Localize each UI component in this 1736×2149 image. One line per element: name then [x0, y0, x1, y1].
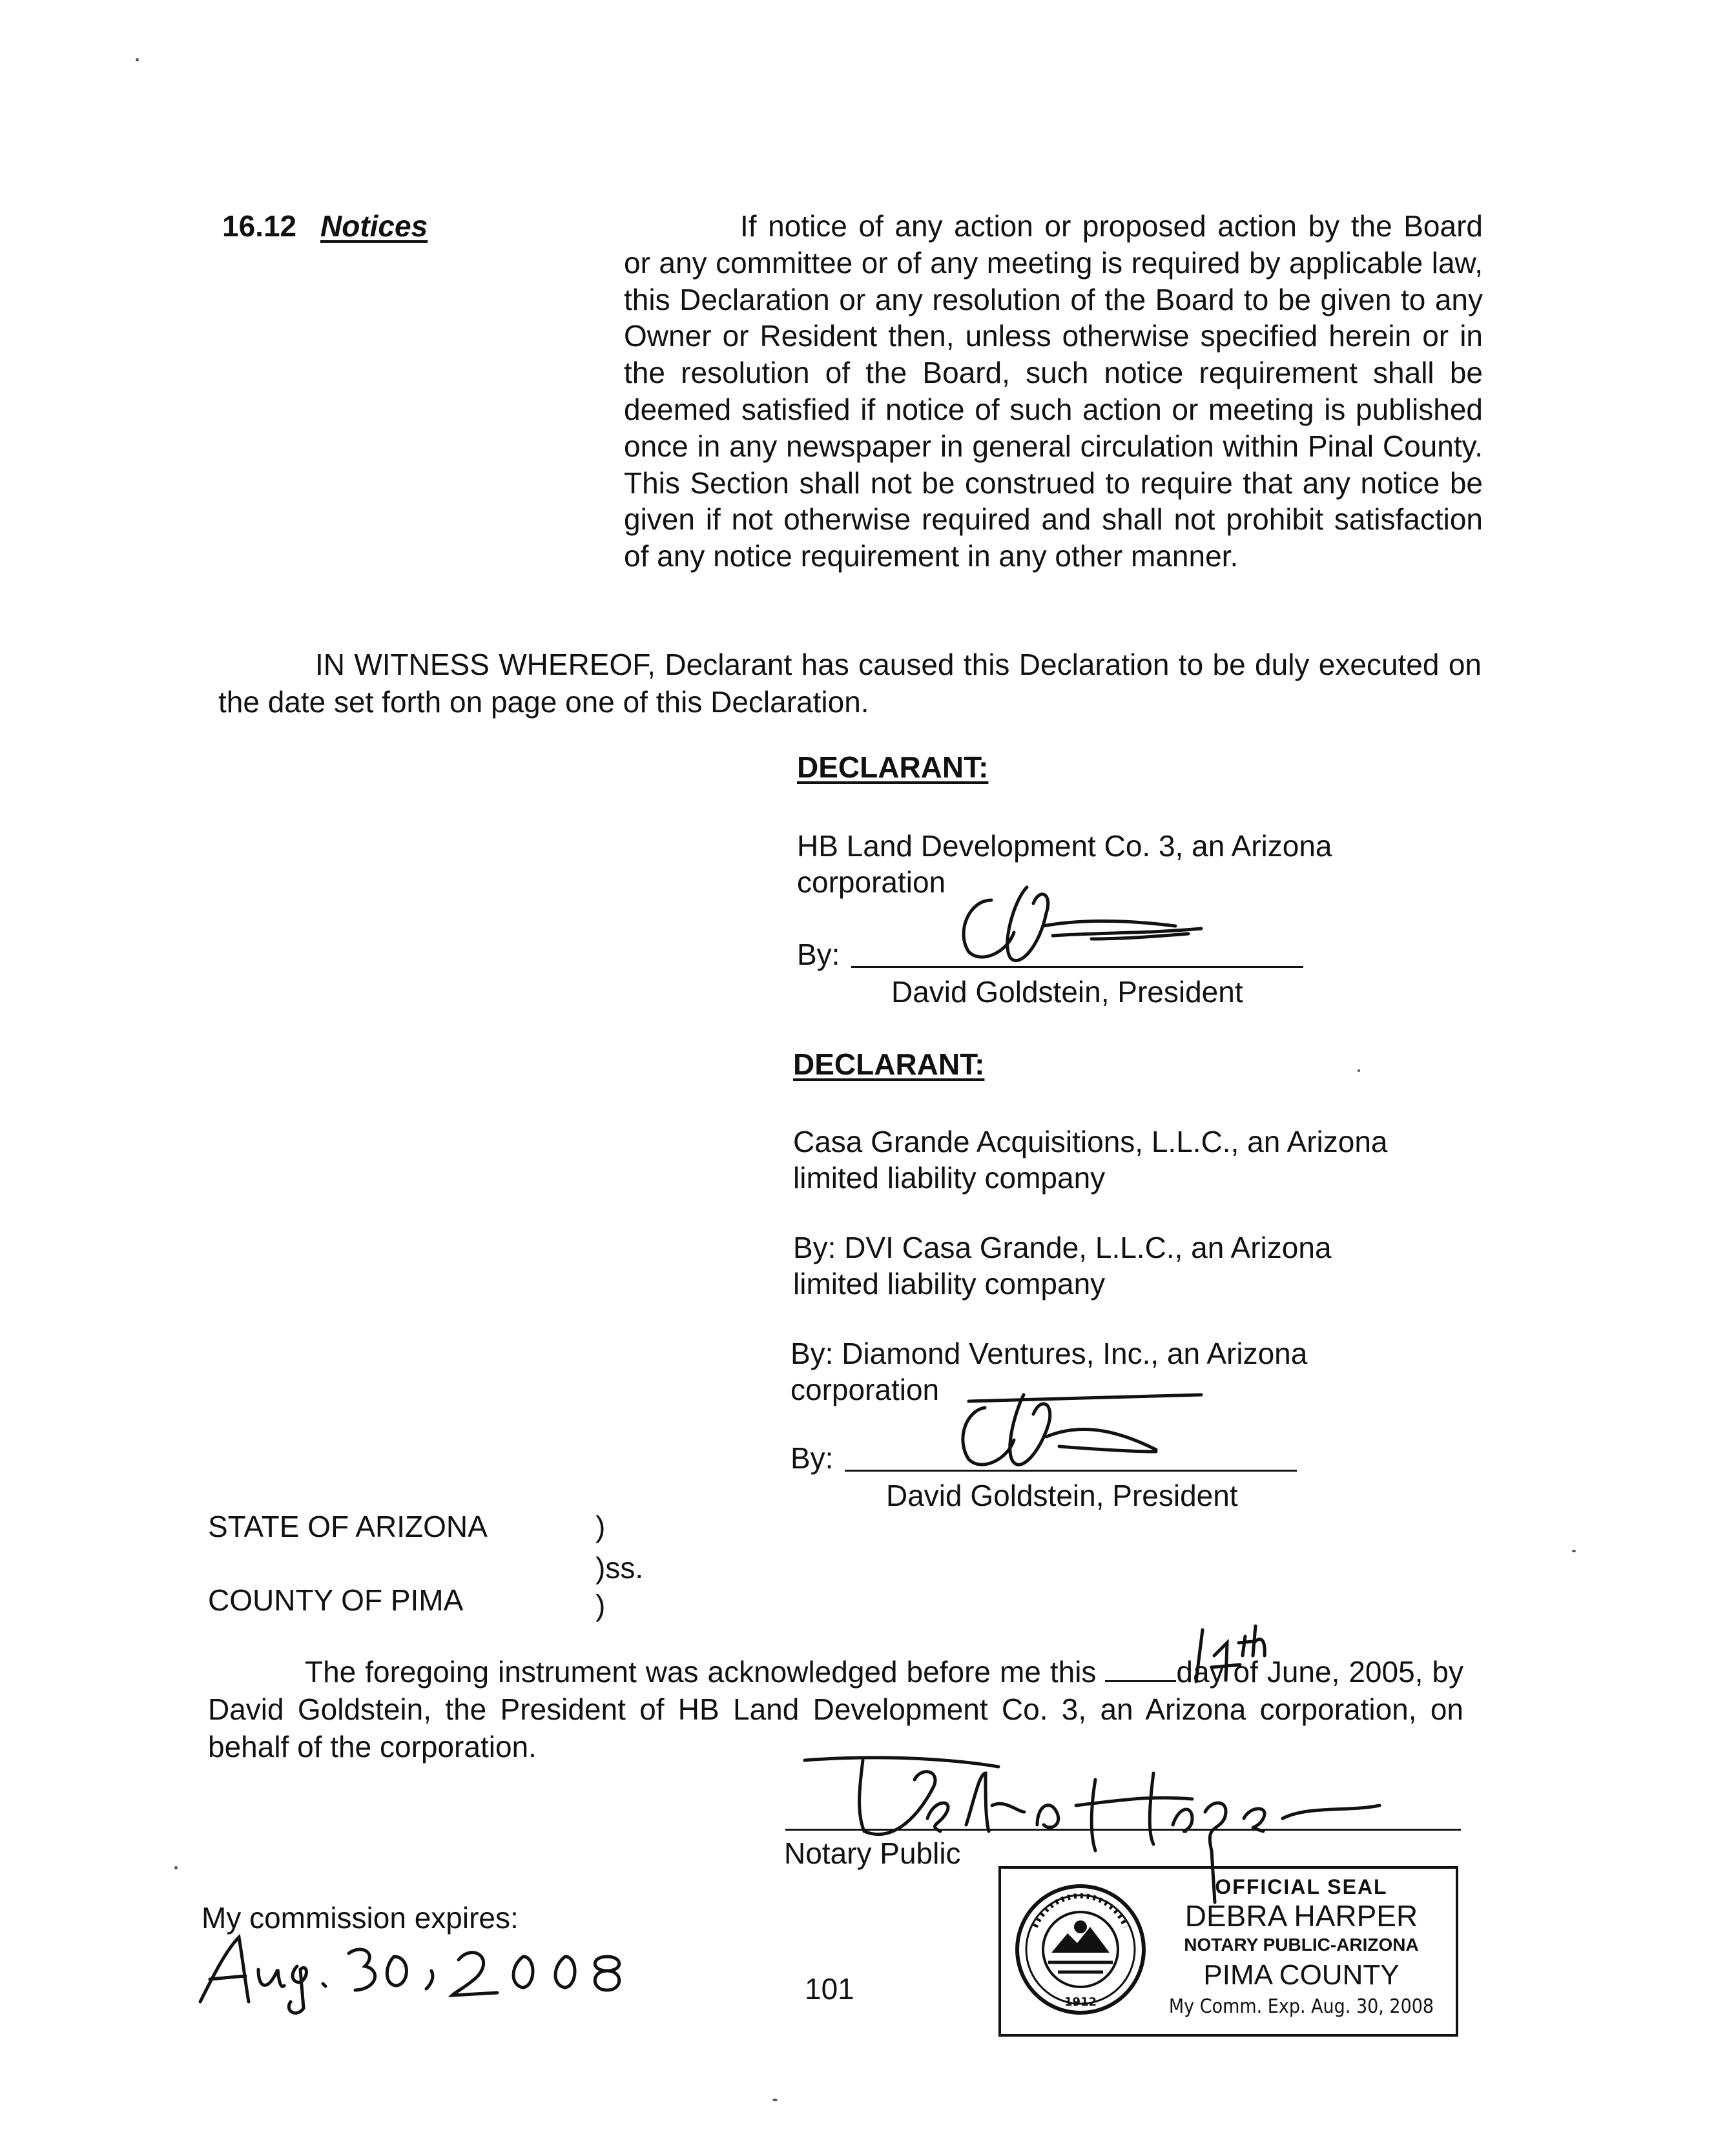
witness-paragraph — [218, 646, 1482, 721]
scan-speck — [1358, 1069, 1360, 1072]
declarant2-sub1-line2: limited liability company — [793, 1267, 1106, 1301]
scan-speck — [136, 58, 139, 61]
declarant2-sub2-line2: corporation — [790, 1373, 940, 1406]
seal-name: DEBRA HARPER — [1184, 1899, 1418, 1933]
declarant1-entity-line1: HB Land Development Co. 3, an Arizona — [797, 829, 1332, 863]
ack-part1: The foregoing instrument was acknowledged before me this — [305, 1655, 1097, 1689]
declarant1-entity-line2: corporation — [797, 865, 946, 899]
declarant2-entity-line2: limited liability company — [793, 1161, 1106, 1195]
venue-ss: )ss. — [595, 1551, 644, 1585]
scan-speck — [174, 1866, 178, 1869]
declarant1-signature — [930, 874, 1240, 978]
declarant1-by-label: By: — [797, 938, 840, 971]
seal-emblem-year: 1912 — [1064, 1995, 1097, 2009]
declarant-heading-2: DECLARANT: — [793, 1047, 985, 1081]
seal-county: PIMA COUNTY — [1203, 1959, 1400, 1991]
witness-text: IN WITNESS WHEREOF, Declarant has caused this Declaration to be duly executed on the date set forth on page one of this Declaration. — [218, 648, 1482, 719]
declarant2-signer: David Goldstein, President — [886, 1479, 1238, 1512]
handwritten-day — [1188, 1617, 1279, 1688]
declarant2-signature — [930, 1375, 1227, 1479]
section-number: 16.12 — [222, 209, 297, 243]
declarant2-sub1-line1: By: DVI Casa Grande, L.L.C., an Arizona — [793, 1231, 1332, 1264]
declarant2-by-label: By: — [790, 1441, 834, 1475]
notice-text: If notice of any action or proposed action by the Board or any committee or of any meeting is required by applicable law, this Declaration or any resolution of the Board to be given to any Owner or Resident then, unless otherwise specified herein or in the resolution of the Board, such notice requirement shall be deemed satisfied if notice of such action or meeting is published once in any newspaper in general circulation within Pinal County. This Section shall not be construed to require that any notice be given if not otherwise required and shall not prohibit satisfaction of any notice requirement in any other manner. — [624, 209, 1483, 573]
ack-part2: day of June, 2005, by David Goldstein, the President of HB Land Development Co. 3, an Arizona corporation, on behalf of the corporation. — [208, 1655, 1464, 1763]
page-number: 101 — [805, 1972, 854, 2006]
day-blank — [1105, 1654, 1176, 1682]
notary-public-label: Notary Public — [784, 1836, 961, 1870]
venue-county: COUNTY OF PIMA — [208, 1583, 464, 1617]
seal-title: OFFICIAL SEAL — [1215, 1875, 1388, 1898]
seal-expiry: My Comm. Exp. Aug. 30, 2008 — [1168, 1995, 1434, 2018]
commission-label: My commission expires: — [202, 1901, 519, 1935]
declarant2-entity-line1: Casa Grande Acquisitions, L.L.C., an Arizona — [793, 1125, 1388, 1158]
scan-speck — [1572, 1550, 1576, 1552]
venue-paren-top: ) — [595, 1510, 606, 1543]
scan-speck — [772, 2099, 778, 2101]
official-seal-stamp — [998, 1866, 1458, 2037]
section-title: Notices — [320, 209, 428, 243]
venue-state: STATE OF ARIZONA — [208, 1510, 488, 1543]
declarant-heading-1: DECLARANT: — [797, 750, 989, 784]
seal-role: NOTARY PUBLIC-ARIZONA — [1184, 1935, 1419, 1955]
declarant2-sub2-line1: By: Diamond Ventures, Inc., an Arizona — [790, 1337, 1308, 1370]
commission-handwritten-date — [194, 1931, 594, 2015]
venue-paren-bottom: ) — [595, 1589, 606, 1622]
state-seal-emblem — [1013, 1882, 1148, 2017]
notice-paragraph — [624, 208, 1483, 575]
declarant1-signer: David Goldstein, President — [891, 975, 1243, 1009]
